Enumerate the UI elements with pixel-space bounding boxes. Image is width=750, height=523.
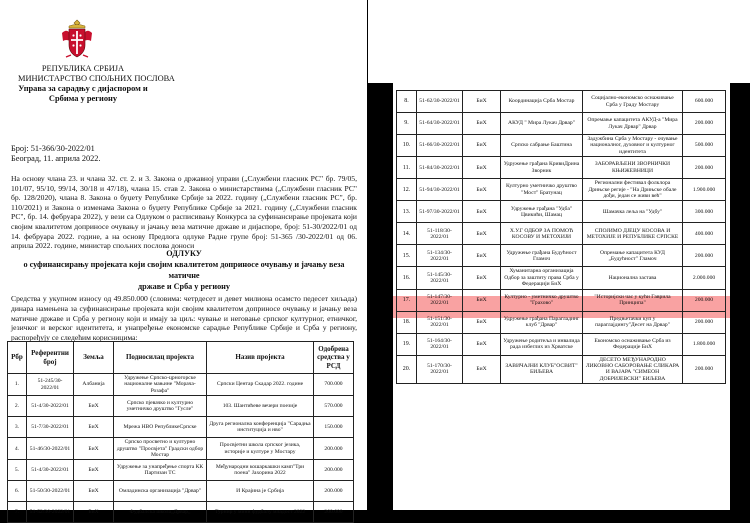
table-row	[397, 223, 726, 245]
table-row	[397, 113, 726, 135]
table-row	[8, 502, 354, 523]
cell-project: Национална застава	[583, 267, 683, 289]
cell-project: Српски Центар Скадар 2022. године	[207, 374, 314, 396]
cell-amount: 200.000	[314, 460, 354, 481]
cell-amount: 600.000	[683, 91, 726, 113]
cell-project: Опремање капацитета АКУД-а "Мира Лукач Дрвар" Дрвар	[583, 113, 683, 135]
cell-ref: 51-97/30-2022/01	[417, 201, 463, 223]
cell-ref: 51-145/30-2022/01	[417, 267, 463, 289]
cell-amount: 200.000	[683, 113, 726, 135]
cell-no: 6.	[8, 481, 27, 502]
cell-amount: 400.000	[683, 223, 726, 245]
header-country: РЕПУБЛИКА СРБИЈА	[41, 64, 125, 73]
table-row	[8, 481, 354, 502]
decision-heading: ОДЛУКУ	[166, 249, 202, 258]
cell-country: БиХ	[463, 179, 501, 201]
cell-applicant: Културно - уметничко друштво "Грахово"	[501, 289, 583, 311]
cell-project: Просвјетни школа српског језика, историје и културе у Мостару	[207, 438, 314, 460]
cell-amount: 150.000	[314, 417, 354, 438]
cell-country: БиХ	[74, 481, 114, 502]
cell-amount: 500.000	[683, 135, 726, 157]
cell-country: БиХ	[74, 417, 114, 438]
cell-project: Друга регионална конференција "Сарадња институција и нво"	[207, 417, 314, 438]
cell-project: СПОЈИМО ДЈЕЦУ КОСОВА И МЕТОХИЈЕ И РЕПУБЛИКЕ СРПСКЕ	[583, 223, 683, 245]
cell-project: Шамачка леља на "Удбу"	[583, 201, 683, 223]
cell-amount: 570.000	[314, 396, 354, 417]
cell-project: Регионални фестивал фолклора Дрињске регије - "На Дрињске обале дођи, један се живи већ"	[583, 179, 683, 201]
cell-project: Турнир у мини фудбалу младост 2022	[207, 502, 314, 523]
table-row	[397, 91, 726, 113]
decision-subtitle-line1: о суфинансирању пројеката који својим квалитетом доприносе очувању и јачању веза матичне	[23, 260, 345, 280]
cell-applicant: Омладинска организација "Дрвар"	[114, 481, 207, 502]
cell-country: БиХ	[74, 396, 114, 417]
table-row	[397, 267, 726, 289]
cell-country: БиХ	[463, 113, 501, 135]
table-row	[8, 460, 354, 481]
cell-applicant: Координација Срба Мостар	[501, 91, 583, 113]
table-row	[8, 396, 354, 417]
cell-ref: 51-50/30-2022/01	[27, 481, 74, 502]
cell-amount: 1.800.000	[683, 333, 726, 355]
header-cell: Земља	[74, 342, 114, 374]
cell-country: БиХ	[463, 135, 501, 157]
cell-applicant: Удружење грађана КривиДрина Зворник	[501, 157, 583, 179]
cell-ref: 51-84/30-2022/01	[417, 157, 463, 179]
beneficiaries-table	[7, 341, 354, 523]
cell-ref: 51-170/30-2022/01	[417, 355, 463, 384]
table-row	[8, 438, 354, 460]
cell-no: 2.	[8, 396, 27, 417]
header-cell: Референтни број	[27, 342, 74, 374]
cell-project: Предњетачки куп у параглајдингу"Десет на Дрвар"	[583, 311, 683, 333]
cell-no: 4.	[8, 438, 27, 460]
cell-amount: 200.000	[314, 481, 354, 502]
cell-ref: 51-52/30-2022/01	[27, 502, 74, 523]
document-date: Београд, 11. априла 2022.	[11, 154, 101, 163]
background-strip	[368, 0, 750, 83]
cell-no: 18.	[397, 311, 417, 333]
cell-applicant: Удружење грађана Будућност Гламоч	[501, 245, 583, 267]
document-number: Број: 51-366/30-2022/01	[11, 144, 95, 153]
cell-no: 7.	[8, 502, 27, 523]
decision-title	[11, 248, 357, 292]
cell-country: БиХ	[463, 355, 501, 384]
cell-ref: 51-7/30-2022/01	[27, 417, 74, 438]
cell-country: Албанија	[74, 374, 114, 396]
cell-no: 11.	[397, 157, 417, 179]
cell-no: 8.	[397, 91, 417, 113]
cell-applicant: Х.У.Г ОДБОР ЗА ПОМОЋ КОСОВУ И МЕТОХИЈИ	[501, 223, 583, 245]
header-cell: Рбр	[8, 342, 27, 374]
cell-amount: 300.000	[683, 201, 726, 223]
table-row-highlighted	[397, 289, 726, 311]
cell-ref: 51-94/30-2022/01	[417, 179, 463, 201]
cell-project: ДЕСЕТО МЕЂУНАРОДНО ЛИКОВНО САБОРОВАЊЕ СЛИКАРА И ВАЈАРА "СИМЕОН ДОБРИЈЕВСКИ" БИЉЕВА	[583, 355, 683, 384]
table-row	[397, 157, 726, 179]
document-page-left	[0, 0, 367, 516]
cell-project: Међународни кошаркашки камп"Три поена" Јахорина 2022	[207, 460, 314, 481]
cell-no: 1.	[8, 374, 27, 396]
cell-project: 103. Шантићеве вечери поезије	[207, 396, 314, 417]
cell-no: 5.	[8, 460, 27, 481]
cell-country: БиХ	[74, 460, 114, 481]
table-row	[8, 374, 354, 396]
decision-subtitle-line2: државе и Срба у региону	[138, 282, 230, 291]
cell-no: 9.	[397, 113, 417, 135]
cell-amount: 2.000.000	[683, 267, 726, 289]
cell-ref: 51-62/30-2022/01	[417, 91, 463, 113]
cell-amount: 200.000	[683, 289, 726, 311]
cell-country: БиХ	[463, 245, 501, 267]
cell-ref: 51-134/30-2022/01	[417, 245, 463, 267]
cell-ref: 51-4/30-2022/01	[27, 460, 74, 481]
cell-applicant: Хуманитарна организација Одбор за заштиту права Срба у Федерацији БиХ	[501, 267, 583, 289]
cell-amount: 700.000	[314, 374, 354, 396]
cell-project: Опремање капацитета КУД „Будућност" Гламоч	[583, 245, 683, 267]
cell-no: 14.	[397, 223, 417, 245]
legal-basis-paragraph: На основу члана 23. и члана 32. ст. 2. и 3. Закона о државној управи („Службени гласник РС" бр. 79/05, 101/07, 95/10, 99/14, 30/18 и 47/18), члана 15. став 2. Закона о министарствима („Службени гласник РС" бр. 128/2020), члана 8. Закона о буџету Републике Србије за 2022. годину („Службени гласник РС", бр. 110/2021) и Закона о изменама Закона о буџету Републике Србије за 2021. годину („Службени гласник РС", бр. 14. фебруара 2022), у вези са Одлуком о расписивању Конкурса за суфинансирање пројеката који својим квалитетом доприносе очувању и јачању веза матичне државе и дијаспоре, број: 51-30/2022/01 од 14. фебруара 2022. године, а на основу Предлога одлуке Радне групе број: 51-365 /30-2022/01 од 06. априла 2022. године, министар спољних послова доноси	[11, 174, 357, 251]
cell-project: ЗАБОРАВЉЕНИ ЗВОРНИЧКИ КЊИЖЕВНИЦИ	[583, 157, 683, 179]
cell-applicant: Културно уметничко друштво "Мост" Братунац	[501, 179, 583, 201]
header-cell: Назив пројекта	[207, 342, 314, 374]
cell-applicant: Удружење грађана "Удба" Цвикићи, Шамац	[501, 201, 583, 223]
cell-applicant: Удружење грађана Парагладинг клуб "Дрвар"	[501, 311, 583, 333]
cell-ref: 51-164/30-2022/01	[417, 333, 463, 355]
cell-project: И Крајина је Србија	[207, 481, 314, 502]
header-cell: Одобрена средства у РСД	[314, 342, 354, 374]
cell-ref: 51-66/30-2022/01	[417, 135, 463, 157]
cell-project: Задужбина Срба у Мостару - очување националног, духовног и културног идентитета	[583, 135, 683, 157]
cell-amount: 1.900.000	[683, 179, 726, 201]
cell-applicant: ЗАВИЧАЈНИ КЛУБ"ОСВИТ" БИЉЕВА	[501, 355, 583, 384]
ministry-header	[18, 64, 175, 104]
cell-applicant: Фудбалска школа„Дрвар„	[114, 502, 207, 523]
cell-amount: 200.000	[314, 438, 354, 460]
cell-country: БиХ	[463, 201, 501, 223]
table-row	[8, 417, 354, 438]
decision-paragraph: Средства у укупном износу од 49.850.000 (словима: четрдесет и девет милиона осамсто педесет хиљада) динара намењена за суфинансирање пројеката који својим квалитетом доприносе очувању и јачању веза матичне државе и Срба у региону који и имају за циљ: чување и неговање српског културног, етничког, језичког и верског идентитета, и унапређење економске сарадње Републике Србије и Срба у региону, распоређују се следећим корисницима:	[11, 294, 357, 343]
cell-ref: 51-46/30-2022/01	[27, 438, 74, 460]
cell-ref: 51-64/30-2022/01	[417, 113, 463, 135]
serbian-coat-of-arms-icon	[60, 17, 94, 61]
cell-no: 19.	[397, 333, 417, 355]
cell-ref: 51-4/30-2022/01	[27, 396, 74, 417]
cell-project: "Историјски час у кући Гаврила Принципа"	[583, 289, 683, 311]
document-meta	[11, 144, 101, 164]
cell-ref: 51-245/30-2022/01	[27, 374, 74, 396]
cell-project: Социјално-економско оснаживање Срба у Граду Мостару	[583, 91, 683, 113]
cell-applicant: Удружење Српско-црногорске националне мањине "Морача-Розафа"	[114, 374, 207, 396]
cell-no: 10.	[397, 135, 417, 157]
document-page-right	[393, 83, 730, 510]
cell-country: БиХ	[463, 91, 501, 113]
cell-amount: 200.000	[314, 502, 354, 523]
cell-applicant: Удружење за унапређење спорта КК Партизан ТС	[114, 460, 207, 481]
table-row	[397, 135, 726, 157]
cell-amount: 200.000	[683, 157, 726, 179]
header-cell: Подносилац пројекта	[114, 342, 207, 374]
cell-country: БиХ	[463, 223, 501, 245]
table-row	[397, 311, 726, 333]
cell-no: 16.	[397, 267, 417, 289]
cell-applicant: АКУД " Мирa Лукач Дрвар"	[501, 113, 583, 135]
cell-no: 13.	[397, 201, 417, 223]
cell-project: Економско оснаживање Срба из Федерације БиХ	[583, 333, 683, 355]
table-header-row	[8, 342, 354, 374]
cell-no: 20.	[397, 355, 417, 384]
table-row	[397, 355, 726, 384]
table-row	[397, 201, 726, 223]
cell-ref: 51-147/30-2022/01	[417, 289, 463, 311]
header-directorate-cont: Србима у региону	[48, 94, 118, 103]
cell-country: БиХ	[463, 333, 501, 355]
cell-country: БиХ	[74, 502, 114, 523]
cell-applicant: Српско просветно и културно друштво "Просвјета" Градски одбор Мостар	[114, 438, 207, 460]
cell-no: 17.	[397, 289, 417, 311]
header-ministry: МИНИСТАРСТВО СПОЉНИХ ПОСЛОВА	[18, 74, 175, 83]
cell-applicant: Српско сабрање Баштина	[501, 135, 583, 157]
header-directorate: Управа за сарадњу с дијаспором и	[18, 84, 148, 93]
cell-no: 15.	[397, 245, 417, 267]
cell-country: БиХ	[463, 289, 501, 311]
cell-amount: 200.000	[683, 355, 726, 384]
table-row	[397, 179, 726, 201]
table-row	[397, 333, 726, 355]
cell-applicant: Српско пјевачко и културно уметничко друштво "Гусле"	[114, 396, 207, 417]
cell-applicant: Мрежа НВО РепубликеСрпске	[114, 417, 207, 438]
cell-country: БиХ	[463, 267, 501, 289]
cell-no: 3.	[8, 417, 27, 438]
cell-country: БиХ	[74, 438, 114, 460]
cell-no: 12.	[397, 179, 417, 201]
cell-ref: 51-151/30-2022/01	[417, 311, 463, 333]
cell-ref: 51-118/30-2022/01	[417, 223, 463, 245]
cell-country: БиХ	[463, 311, 501, 333]
beneficiaries-table-continued	[396, 90, 726, 384]
cell-applicant: Удружење родитеља и инвалида рада избеглих из Хрватске	[501, 333, 583, 355]
table-row	[397, 245, 726, 267]
cell-amount: 200.000	[683, 311, 726, 333]
cell-country: БиХ	[463, 157, 501, 179]
cell-amount: 200.000	[683, 245, 726, 267]
